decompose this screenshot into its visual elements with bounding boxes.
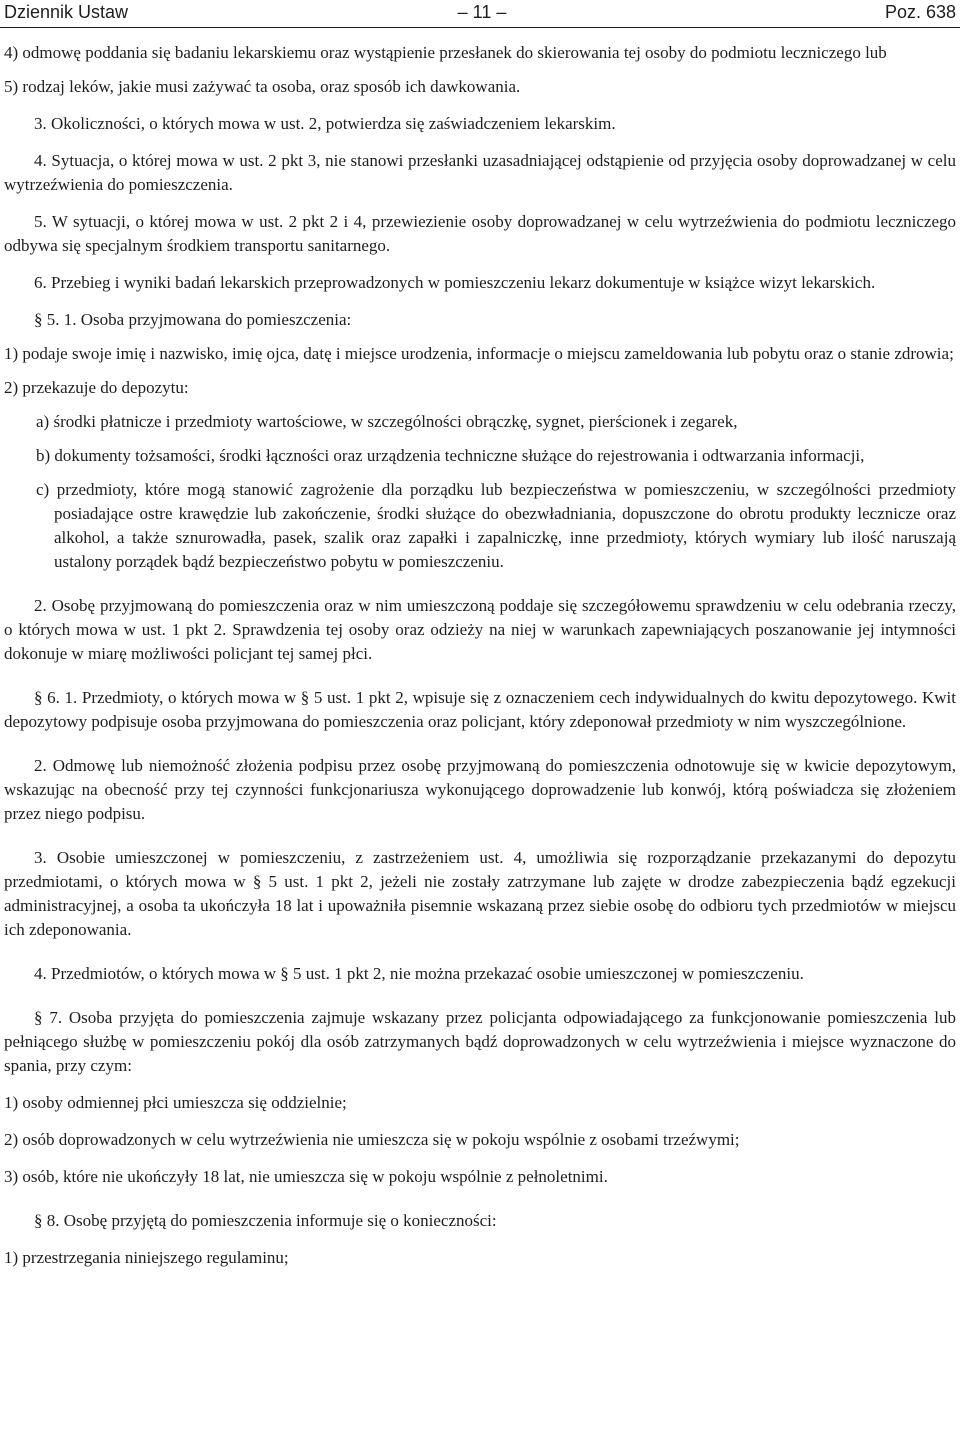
list-item-1: 1) podaje swoje imię i nazwisko, imię ojca, datę i miejsce urodzenia, informacje o miejscu zameldowania lub pobytu oraz o stanie zdrowia; [4,344,954,363]
sub-item-b: b) dokumenty tożsamości, środki łączności oraz urządzenia techniczne służące do rejestrowania i odtwarzania informacji, [36,446,865,465]
section-6-ust-1: § 6. 1. Przedmioty, o których mowa w § 5 ust. 1 pkt 2, wpisuje się z oznaczeniem cech indywidualnych do kwitu depozytowego. Kwit depozytowy podpisuje osoba przyjmowana do pomieszczenia oraz policjant, który zdeponował przedmioty w nim wyszczególnione. [4,688,956,731]
position-number: Poz. 638 [884,2,956,22]
journal-title: Dziennik Ustaw [4,2,129,22]
paragraph-ust-3: 3. Okoliczności, o których mowa w ust. 2, potwierdza się zaświadczeniem lekarskim. [34,114,616,133]
sub-item-a: a) środki płatnicze i przedmioty wartościowe, w szczególności obrączkę, sygnet, pierścionek i zegarek, [36,412,738,431]
paragraph-ust-4: 4. Sytuacja, o której mowa w ust. 2 pkt 3, nie stanowi przesłanki uzasadniającej odstąpienie od przyjęcia osoby doprowadzanej w celu wytrzeźwienia do pomieszczenia. [4,151,956,194]
section-8-item-1: 1) przestrzegania niniejszego regulaminu; [4,1248,289,1267]
section-8: § 8. Osobę przyjętą do pomieszczenia informuje się o konieczności: [34,1211,497,1230]
list-item-4: 4) odmowę poddania się badaniu lekarskiemu oraz wystąpienie przesłanek do skierowania tej osoby do podmiotu leczniczego lub [4,43,887,62]
section-6-ust-3: 3. Osobie umieszczonej w pomieszczeniu, z zastrzeżeniem ust. 4, umożliwia się rozporządzanie przekazanymi do depozytu przedmiotami, o których mowa w § 5 ust. 1 pkt 2, jeżeli nie zostały zatrzymane lub zajęte w drodze zabezpieczenia bądź egzekucji administracyjnej, a osoba ta ukończyła 18 lat i upoważniła pisemnie wskazaną przez siebie osobę do odbioru tych przedmiotów w miejscu ich zdeponowania. [4,848,956,939]
section-6-ust-2: 2. Odmowę lub niemożność złożenia podpisu przez osobę przyjmowaną do pomieszczenia odnotowuje się w kwicie depozytowym, wskazując na obecność przy tej czynności funkcjonariusza wykonującego doprowadzenie lub konwój, którą poświadcza się złożeniem przez niego podpisu. [4,756,956,823]
list-item-5: 5) rodzaj leków, jakie musi zażywać ta osoba, oraz sposób ich dawkowania. [4,77,521,96]
page-number: – 11 – [457,2,507,22]
header-rule [0,27,960,28]
sub-item-c: c) przedmioty, które mogą stanowić zagrożenie dla porządku lub bezpieczeństwa w pomieszczeniu, w szczególności przedmioty posiadające ostre krawędzie lub zakończenie, środki służące do obezwładniania, dopuszczone do obrotu produkty lecznicze oraz alkohol, a także sznurowadła, pasek, szalik oraz zapałki i zapalniczkę, inne przedmioty, których wymiary lub ilość naruszają ustalony porządek bądź bezpieczeństwo pobytu w pomieszczeniu. [36,480,956,571]
section-6-ust-4: 4. Przedmiotów, o których mowa w § 5 ust. 1 pkt 2, nie można przekazać osobie umieszczonej w pomieszczeniu. [34,964,804,983]
section-7: § 7. Osoba przyjęta do pomieszczenia zajmuje wskazany przez policjanta odpowiadającego za funkcjonowanie pomieszczenia lub pełniącego służbę w pomieszczeniu pokój dla osób zatrzymanych bądź doprowadzonych w celu wytrzeźwienia i miejsce wyznaczone do spania, przy czym: [4,1008,956,1075]
paragraph-5-ust-2: 2. Osobę przyjmowaną do pomieszczenia oraz w nim umieszczoną poddaje się szczegółowemu sprawdzeniu w celu odebrania rzeczy, o których mowa w ust. 1 pkt 2. Sprawdzenia tej osoby oraz odzieży na niej w warunkach zapewniających poszanowanie jej intymności dokonuje w miarę możliwości policjant tej samej płci. [4,596,956,663]
page-header [4,0,960,24]
section-7-item-2: 2) osób doprowadzonych w celu wytrzeźwienia nie umieszcza się w pokoju wspólnie z osobami trzeźwymi; [4,1130,740,1149]
list-item-2: 2) przekazuje do depozytu: [4,378,189,397]
paragraph-ust-6: 6. Przebieg i wyniki badań lekarskich przeprowadzonych w pomieszczeniu lekarz dokumentuje w książce wizyt lekarskich. [34,273,876,292]
section-5-heading: § 5. 1. Osoba przyjmowana do pomieszczenia: [34,310,352,329]
section-7-item-1: 1) osoby odmiennej płci umieszcza się oddzielnie; [4,1093,347,1112]
document-body [4,41,956,1270]
paragraph-ust-5: 5. W sytuacji, o której mowa w ust. 2 pkt 2 i 4, przewiezienie osoby doprowadzanej w celu wytrzeźwienia do podmiotu leczniczego odbywa się specjalnym środkiem transportu sanitarnego. [4,212,956,255]
section-7-item-3: 3) osób, które nie ukończyły 18 lat, nie umieszcza się w pokoju wspólnie z pełnoletnimi. [4,1167,608,1186]
